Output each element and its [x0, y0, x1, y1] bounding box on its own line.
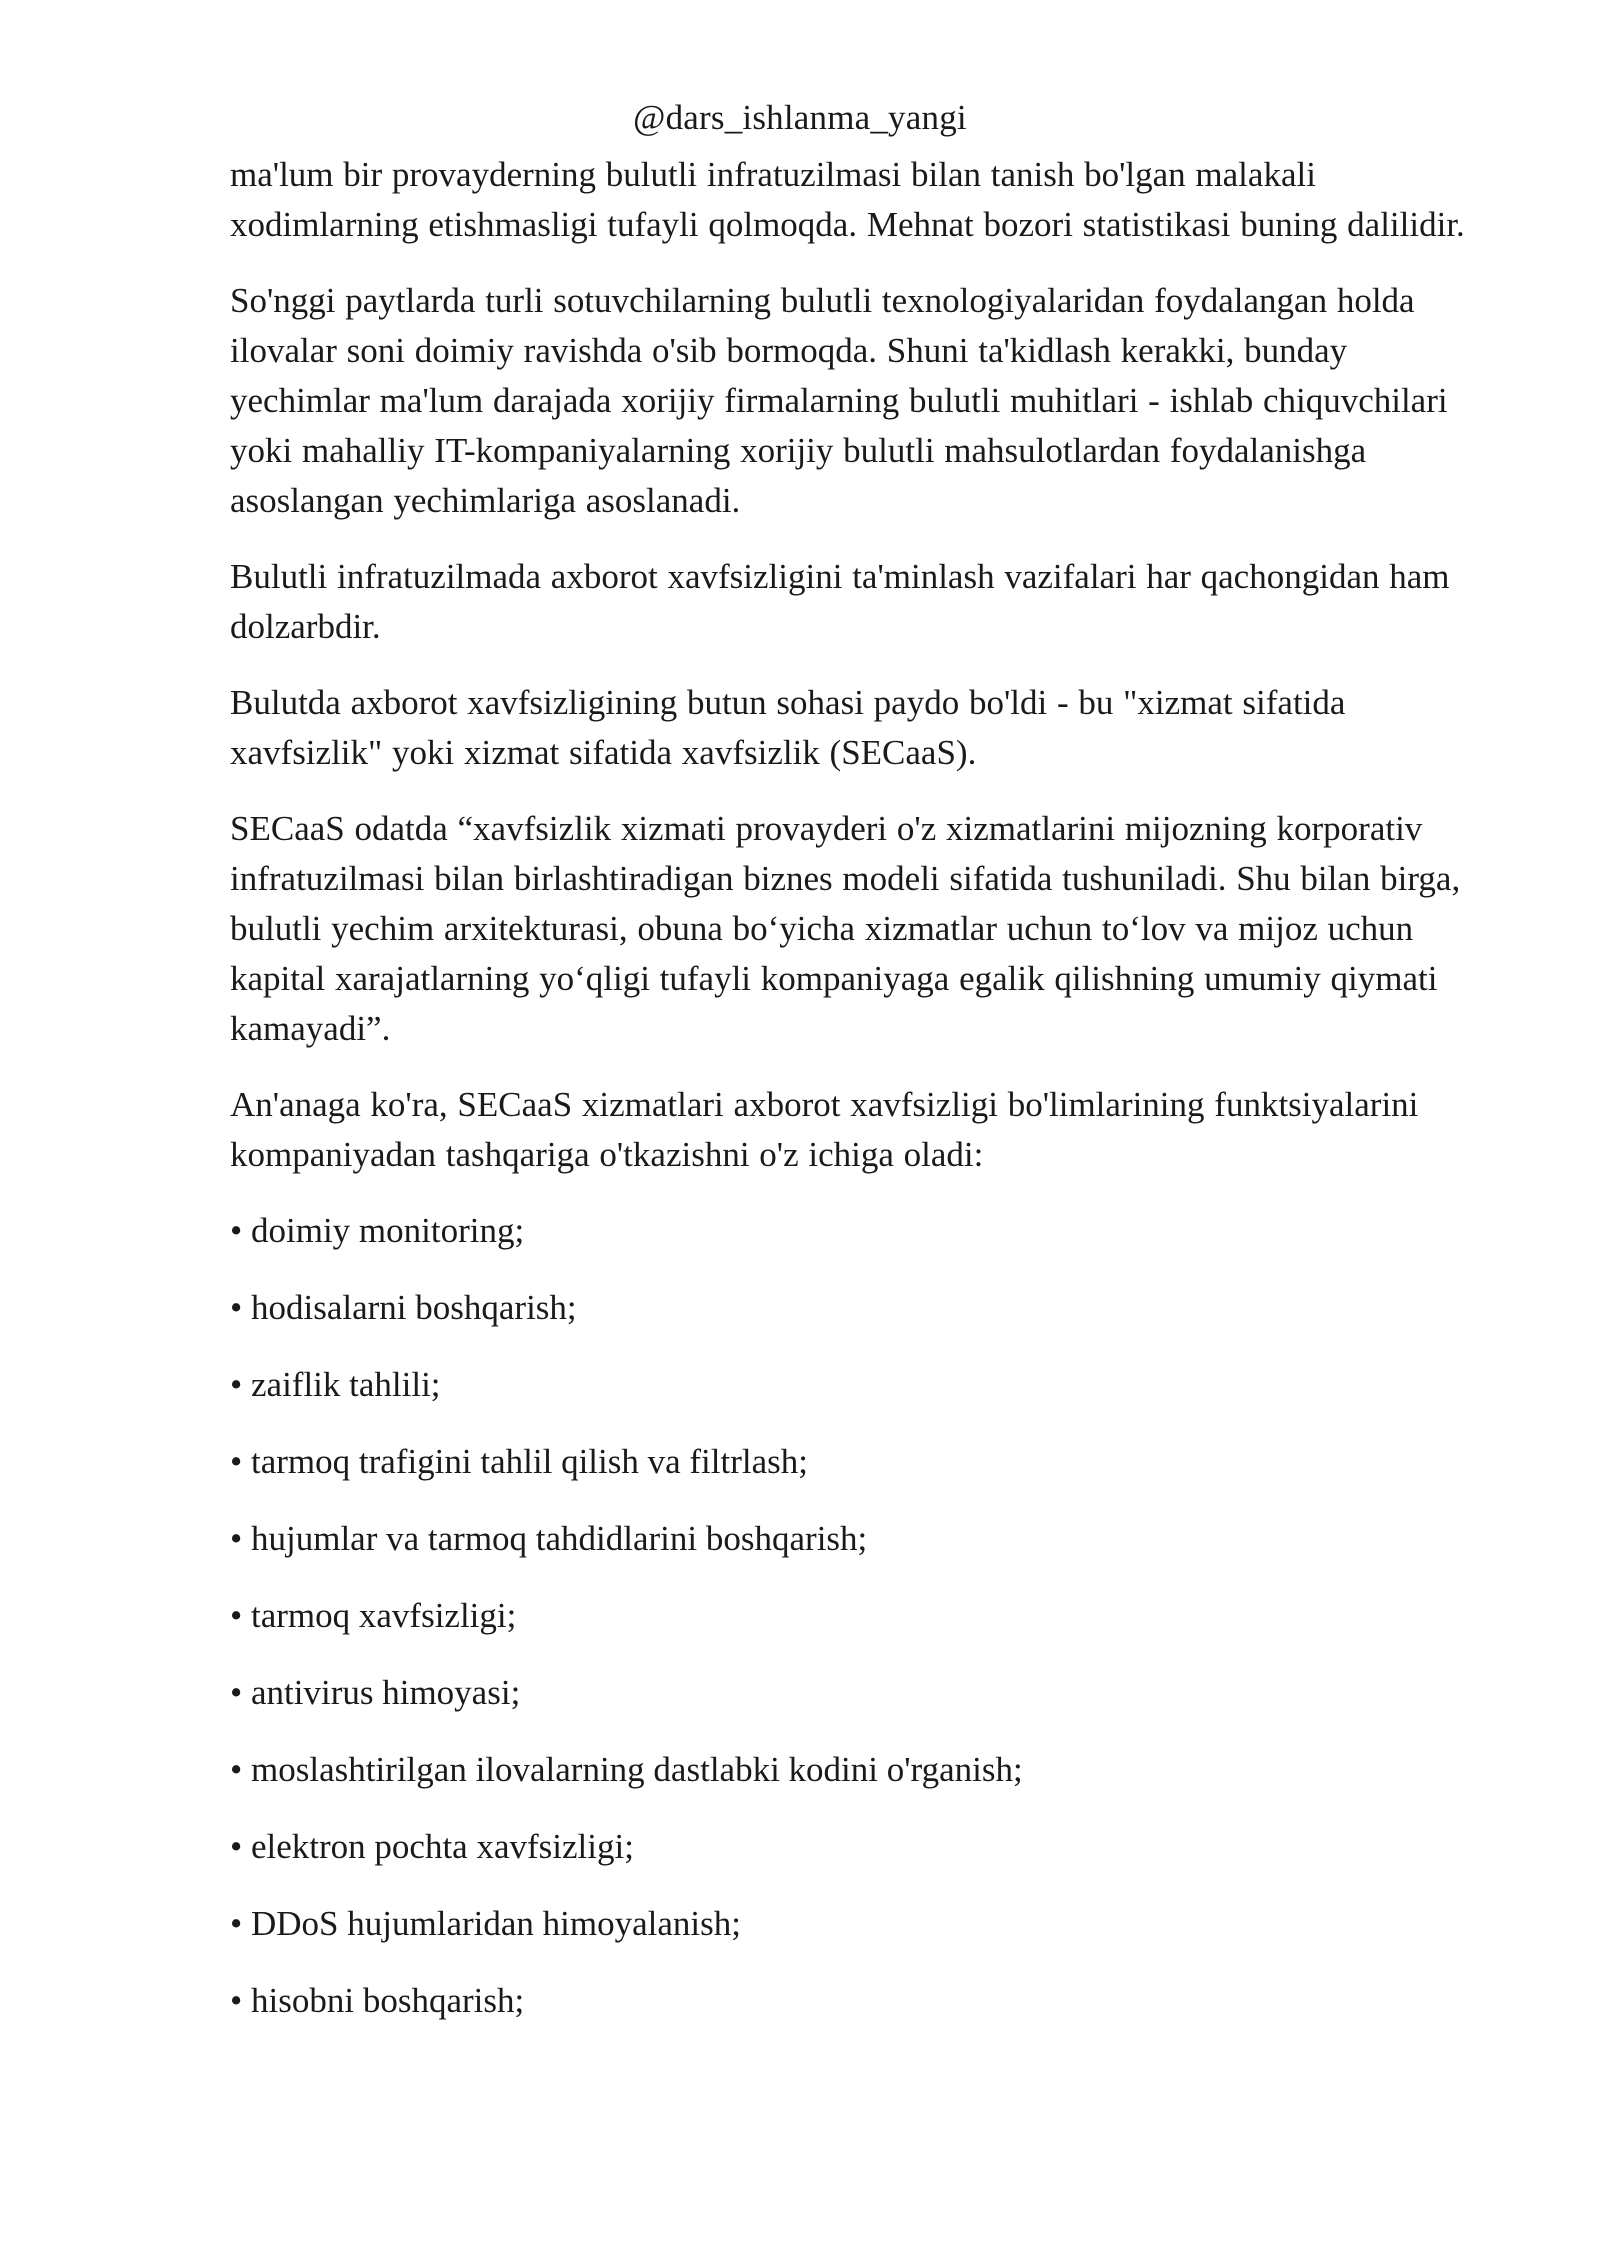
paragraph: ma'lum bir provayderning bulutli infratuzilmasi bilan tanish bo'lgan malakali xodimlarning etishmasligi tufayli qolmoqda. Mehnat bozori statistikasi buning dalilidir.	[230, 155, 1465, 244]
list-item: • tarmoq xavfsizligi;	[230, 1596, 517, 1635]
bullet-list	[230, 1206, 1480, 2026]
list-item: • antivirus himoyasi;	[230, 1673, 521, 1712]
list-item: • zaiflik tahlili;	[230, 1365, 441, 1404]
paragraph: An'anaga ko'ra, SECaaS xizmatlari axborot xavfsizligi bo'limlarining funktsiyalarini kompaniyadan tashqariga o'tkazishni o'z ichiga oladi:	[230, 1085, 1419, 1174]
list-item: • tarmoq trafigini tahlil qilish va filtrlash;	[230, 1442, 808, 1481]
document-body	[230, 150, 1480, 2053]
list-item: • doimiy monitoring;	[230, 1211, 525, 1250]
list-item: • elektron pochta xavfsizligi;	[230, 1827, 634, 1866]
paragraph: So'nggi paytlarda turli sotuvchilarning bulutli texnologiyalaridan foydalangan holda ilovalar soni doimiy ravishda o'sib bormoqda. Shuni ta'kidlash kerakki, bunday yechimlar ma'lum darajada xorijiy firmalarning bulutli muhitlari - ishlab chiquvchilari yoki mahalliy IT-kompaniyalarning xorijiy bulutli mahsulotlardan foydalanishga asoslangan yechimlariga asoslanadi.	[230, 281, 1448, 520]
list-item: • hujumlar va tarmoq tahdidlarini boshqarish;	[230, 1519, 868, 1558]
list-item: • hisobni boshqarish;	[230, 1981, 525, 2020]
paragraph: SECaaS odatda “xavfsizlik xizmati provayderi o'z xizmatlarini mijozning korporativ infratuzilmasi bilan birlashtiradigan biznes modeli sifatida tushuniladi. Shu bilan birga, bulutli yechim arxitekturasi, obuna boʻyicha xizmatlar uchun toʻlov va mijoz uchun kapital xarajatlarning yoʻqligi tufayli kompaniyaga egalik qilishning umumiy qiymati kamayadi”.	[230, 809, 1461, 1048]
page-header-channel: @dars_ishlanma_yangi	[633, 98, 967, 137]
list-item: • hodisalarni boshqarish;	[230, 1288, 577, 1327]
paragraph: Bulutli infratuzilmada axborot xavfsizligini ta'minlash vazifalari har qachongidan ham dolzarbdir.	[230, 557, 1450, 646]
paragraph: Bulutda axborot xavfsizligining butun sohasi paydo bo'ldi - bu "xizmat sifatida xavfsizlik" yoki xizmat sifatida xavfsizlik (SECaaS).	[230, 683, 1346, 772]
list-item: • DDoS hujumlaridan himoyalanish;	[230, 1904, 741, 1943]
list-item: • moslashtirilgan ilovalarning dastlabki kodini o'rganish;	[230, 1750, 1023, 1789]
